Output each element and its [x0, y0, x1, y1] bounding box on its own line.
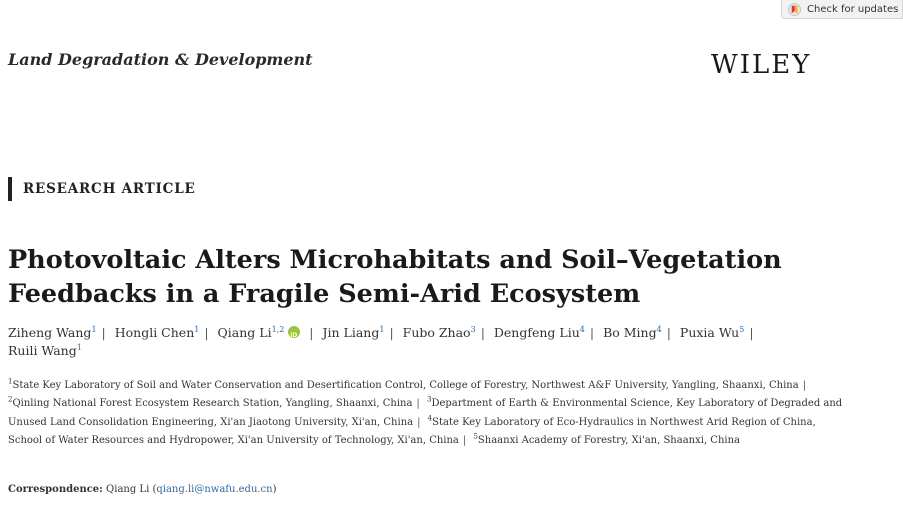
orcid-icon[interactable]	[288, 326, 300, 338]
author-link[interactable]: Ziheng Wang$^1$	[8, 324, 97, 340]
article-type-bar	[8, 177, 12, 201]
author-link[interactable]: Jin Liang$^1$	[322, 324, 385, 340]
author-link[interactable]: Hongli Chen$^1$	[114, 324, 200, 340]
check-for-updates-button[interactable]	[781, 0, 903, 19]
affiliations: $^1$State Key Laboratory of Soil and Water Conservation and Desertification Control, College of Forestry, Northwest A&F University, Yangling, Shaanxi, China | $^2$Qinling National Forest Ecosystem Research Station, Yangling, Shaanxi, China | $^3$Department of Earth & Environmental Science, Key Laboratory of Degraded and Unused Land Consolidation Engineering, Xi'an Jiaotong University, Xi'an, China | $^4$State Key Laboratory of Eco-Hydraulics in Northwest Arid Region of China, School of Water Resources and Hydropower, Xi'an University of Technology, Xi'an, China | $^5$Shaanxi Academy of Forestry, Xi'an, Shaanxi, China	[8, 377, 843, 447]
correspondence-email-link[interactable]: qiang.li@nwafu.edu.cn	[156, 484, 273, 495]
affiliation-text: State Key Laboratory of Soil and Water Conservation and Desertification Control, College of Forestry, Northwest A&F University, Yangling, Shaanxi, China	[12, 380, 799, 391]
article-type-label: RESEARCH ARTICLE	[23, 181, 196, 197]
check-updates-label: Check for updates	[807, 3, 899, 15]
affiliation-text: Department of Earth & Environmental Science, Key Laboratory of Degraded and Unused Land Consolidation Engineering, Xi'an Jiaotong University, Xi'an, China	[8, 398, 843, 428]
correspondence-label: Correspondence:	[8, 484, 103, 495]
correspondence: Correspondence: Qiang Li (qiang.li@nwafu.edu.cn)	[8, 484, 277, 495]
affiliation-text: Qinling National Forest Ecosystem Research Station, Yangling, Shaanxi, China	[12, 398, 413, 410]
publisher-logo: WILEY	[711, 50, 812, 80]
author-link[interactable]: Puxia Wu$^5$	[679, 324, 745, 340]
affiliation-text: State Key Laboratory of Eco-Hydraulics in Northwest Arid Region of China, School of Water Resources and Hydropower, Xi'an University of Technology, Xi'an, China	[8, 416, 816, 447]
author-link[interactable]: Qiang Li$^{1,2}$	[217, 324, 285, 340]
author-link[interactable]: Ruili Wang$^1$	[8, 342, 82, 358]
journal-name: Land Degradation & Development	[8, 50, 313, 69]
author-link[interactable]: Fubo Zhao$^3$	[402, 324, 476, 340]
article-title: Photovoltaic Alters Microhabitats and Soil–Vegetation Feedbacks in a Fragile Semi-Arid Ecosystem	[8, 245, 782, 309]
affiliation-text: Shaanxi Academy of Forestry, Xi'an, Shaanxi, China	[477, 435, 740, 447]
author-link[interactable]: Bo Ming$^4$	[603, 324, 662, 340]
crossmark-icon	[788, 3, 801, 16]
author-link[interactable]: Dengfeng Liu$^4$	[493, 324, 585, 340]
correspondence-name: Qiang Li	[106, 484, 150, 495]
author-list: Ziheng Wang$^1$ | Hongli Chen$^1$ | Qiang Li$^{1,2}$iD | Jin Liang$^1$ | Fubo Zhao$^3$ | Dengfeng Liu$^4$ | Bo Ming$^4$ | Puxia Wu$^5$ | Ruili Wang$^1$	[8, 324, 898, 360]
article-type	[8, 177, 196, 201]
